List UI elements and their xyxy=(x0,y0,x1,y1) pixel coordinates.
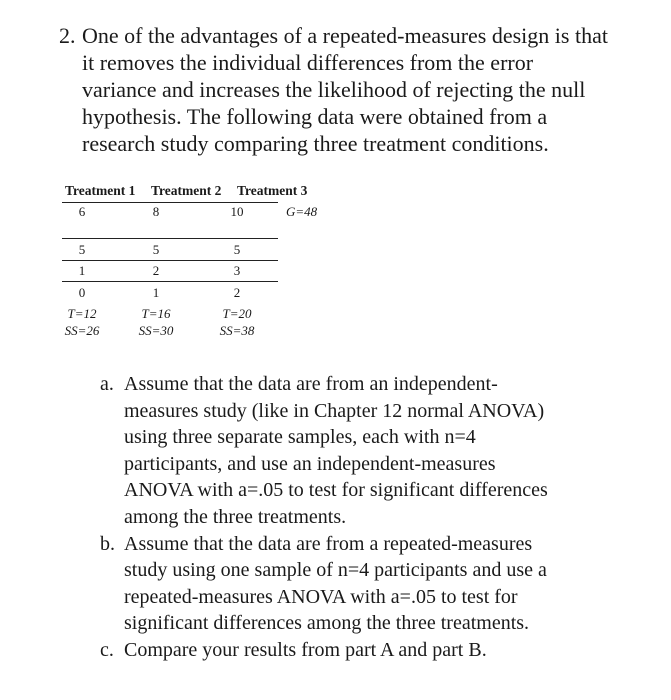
row-rule-2 xyxy=(62,260,278,261)
cell-r1-t2: 5 xyxy=(152,242,160,257)
part-b xyxy=(100,531,660,637)
cell-r3-t3: 2 xyxy=(233,285,241,300)
cell-r3-t2: 1 xyxy=(152,285,160,300)
ss-t3: SS=38 xyxy=(219,323,255,338)
header-rule xyxy=(62,202,278,203)
row-rule-1 xyxy=(62,238,278,239)
question-text: One of the advantages of a repeated-measures design is that it removes the individual differences from the error variance and increases the likelihood of rejecting the null hypothesis. The following data were obtained from a research study comparing three treatment conditions. xyxy=(82,23,608,156)
cell-first-t1: 6 xyxy=(78,204,86,219)
table-header-treatment-1: Treatment 1 xyxy=(65,183,136,198)
table-header-treatment-3: Treatment 3 xyxy=(237,183,308,198)
cell-r1-t3: 5 xyxy=(233,242,241,257)
part-a xyxy=(100,371,660,531)
total-t2: T=16 xyxy=(141,306,171,321)
sub-questions xyxy=(100,371,660,664)
part-c xyxy=(100,637,660,664)
part-a-label: a. xyxy=(100,373,114,395)
part-c-label: c. xyxy=(100,638,114,661)
part-c-text: Compare your results from part A and part B. xyxy=(124,638,487,661)
cell-first-t2: 8 xyxy=(152,204,160,219)
cell-first-t3: 10 xyxy=(230,204,244,219)
question-number: 2. xyxy=(59,23,76,48)
cell-r3-t1: 0 xyxy=(78,285,86,300)
cell-r2-t3: 3 xyxy=(233,263,241,278)
grand-total: G=48 xyxy=(286,204,318,219)
ss-t1: SS=26 xyxy=(64,323,100,338)
total-t3: T=20 xyxy=(222,306,252,321)
part-b-text: Assume that the data are from a repeated-measures study using one sample of n=4 participants and use a repeated-measures ANOVA with a=.05 to test for significant differences among the three treatments. xyxy=(124,532,547,635)
ss-t2: SS=30 xyxy=(138,323,174,338)
cell-r1-t1: 5 xyxy=(78,242,86,257)
part-a-text: Assume that the data are from an independent- measures study (like in Chapter 12 normal ANOVA) using three separate samples, each with n=4 participants, and use an independent-measures ANOVA with a=.05 to test for significant differences among the three treatments. xyxy=(124,373,548,528)
row-rule-3 xyxy=(62,281,278,282)
part-b-label: b. xyxy=(100,532,115,555)
cell-r2-t1: 1 xyxy=(78,263,86,278)
cell-r2-t2: 2 xyxy=(152,263,160,278)
table-header-treatment-2: Treatment 2 xyxy=(151,183,222,198)
total-t1: T=12 xyxy=(67,306,97,321)
